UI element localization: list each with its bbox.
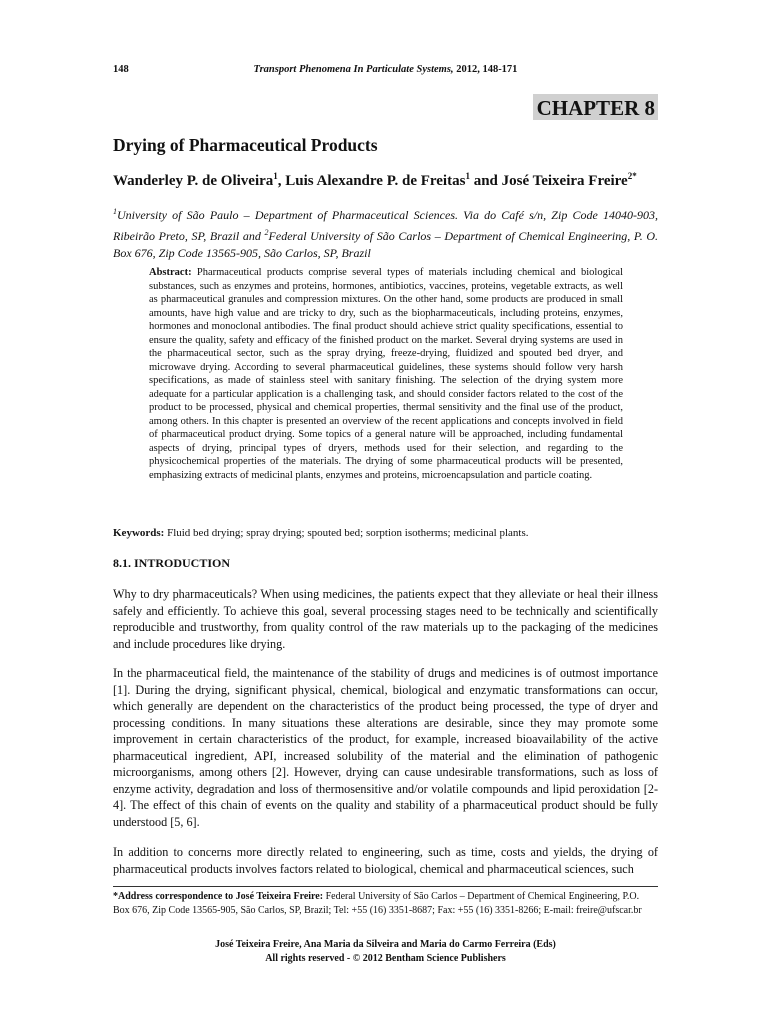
author-affiliation-mark: 1 [465, 171, 470, 181]
author-list [113, 171, 637, 190]
keywords-text: Fluid bed drying; spray drying; spouted bed; sorption isotherms; medicinal plants. [164, 527, 529, 539]
section-heading: 8.1. INTRODUCTION [113, 556, 231, 570]
author-name: Wanderley P. de Oliveira [113, 173, 274, 189]
author-affiliation-mark: 2* [627, 171, 637, 181]
page-number: 148 [113, 64, 129, 75]
abstract-text: Pharmaceutical products comprise several types of materials including chemical and biological substances, such as enzymes and proteins, hormones, antibiotics, vaccines, proteins, vegetable extracts, as well as pharmaceutical granules and compression mixtures. On the other hand, some products are produced in small amounts, have high value and are tricky to dry, such as the biopharmaceuticals, including proteins, enzymes, hormones and monoclonal antibodies. The final product should achieve strict quality specifications, essential to ensure the quality, safety and efficacy of the finished product on the market. Several drying systems are used in the pharmaceutical sector, such as the spray drying, freeze-drying, fluidized and spouted bed dryer, and microwave drying. According to several pharmaceutical guidelines, these systems should follow very harsh specifications, as made of stainless steel with sanitary finishing. The selection of the drying system more adequate for a particular application is a challenging task, and should consider factors related to the cost of the product to be processed, physical and chemical properties, thermal sensitivity and the final use of the product, among others. In this chapter is presented an overview of the recent applications and concepts involved in field of pharmaceutical product drying. Some topics of a general nature will be approached, including fundamental aspects of drying, principal types of dryers, methods used for their selection, and regarding to the physicochemical properties of the materials. The drying of some pharmaceutical products will be presented, emphasizing extracts of medicinal plants, enzymes and proteins, microencapsulation and particle coating. [149, 267, 623, 481]
author-name: and José Teixeira Freire [469, 173, 628, 189]
journal-citation [113, 64, 658, 75]
affiliation-mark: 1 [113, 207, 117, 216]
abstract [149, 266, 623, 482]
body-paragraph: In addition to concerns more directly related to engineering, such as time, costs and yields, the drying of pharmaceutical products involves factors related to biological, chemical and pharmaceutical sciences, such [113, 845, 658, 876]
running-header [113, 64, 658, 80]
affiliation-text: University of São Paulo – Department of Pharmaceutical Sciences. Via do Café s/n, Zip Code 14040-903, Ribeirão Preto, SP, Brazil and [113, 208, 658, 243]
abstract-label: Abstract: [149, 267, 192, 278]
author-affiliation-mark: 1 [273, 171, 278, 181]
footnote-divider [113, 886, 658, 887]
body-paragraph: Why to dry pharmaceuticals? When using medicines, the patients expect that they alleviate or heal their illness safely and efficiently. To achieve this goal, several processing stages need to be technically and scientifically reproducible and trustworthy, from quality control of the raw materials up to the packaging of the medicines and include procedures like drying. [113, 587, 658, 651]
chapter-title: Drying of Pharmaceutical Products [113, 135, 378, 155]
keywords-label: Keywords: [113, 527, 165, 539]
body-paragraph: In the pharmaceutical field, the maintenance of the stability of drugs and medicines is of outmost importance [1]. During the drying, significant physical, chemical, biological and enzymatic transformations can occur, which generally are dependent on the characteristics of the product being processed, the type of dryer and processing conditions. In many situations these alterations are desirable, since they may promote some improvement in certain characteristics of the product, for example, increased bioavailability of the active pharmaceutical ingredient, API, increased solubility of the material and the elimination of pathogenic microorganisms, among others [2]. However, drying can cause undesirable transformations, such as loss of enzyme activity, degradation and loss of thermosensitive and/or volatile compounds and lipid peroxidation [2-4]. The effect of this chain of events on the quality and stability of a pharmaceutical product should be fully understood [5, 6]. [113, 666, 658, 829]
affiliation-mark: 2 [264, 228, 269, 237]
affiliations [113, 203, 658, 262]
correspondence-footnote [113, 890, 658, 917]
footer-editors: José Teixeira Freire, Ana Maria da Silveira and Maria do Carmo Ferreira (Eds) [215, 939, 556, 950]
journal-name: Transport Phenomena In Particulate Systems, [253, 64, 454, 75]
footer-rights: All rights reserved - © 2012 Bentham Science Publishers [265, 952, 506, 964]
author-name: , Luis Alexandre P. de Freitas [277, 173, 466, 189]
footnote-text: Federal University of São Carlos – Department of Chemical Engineering, P.O. Box 676, Zip Code 13565-905, São Carlos, SP, Brazil; Tel: +55 (16) 3351-8687; Fax: +55 (16) 3351-8266; E-mail: freire@ufscar.br [113, 891, 642, 916]
keywords [113, 527, 658, 539]
affiliation-text: Federal University of São Carlos – Department of Chemical Engineering, P. O. Box 676, Zip Code 13565-905, São Carlos, SP, Brazil [113, 229, 658, 260]
chapter-label: CHAPTER 8 [533, 94, 658, 120]
page-footer [113, 938, 658, 965]
journal-year-pages: 2012, 148-171 [456, 64, 518, 75]
footnote-label: *Address correspondence to José Teixeira Freire: [113, 891, 324, 902]
